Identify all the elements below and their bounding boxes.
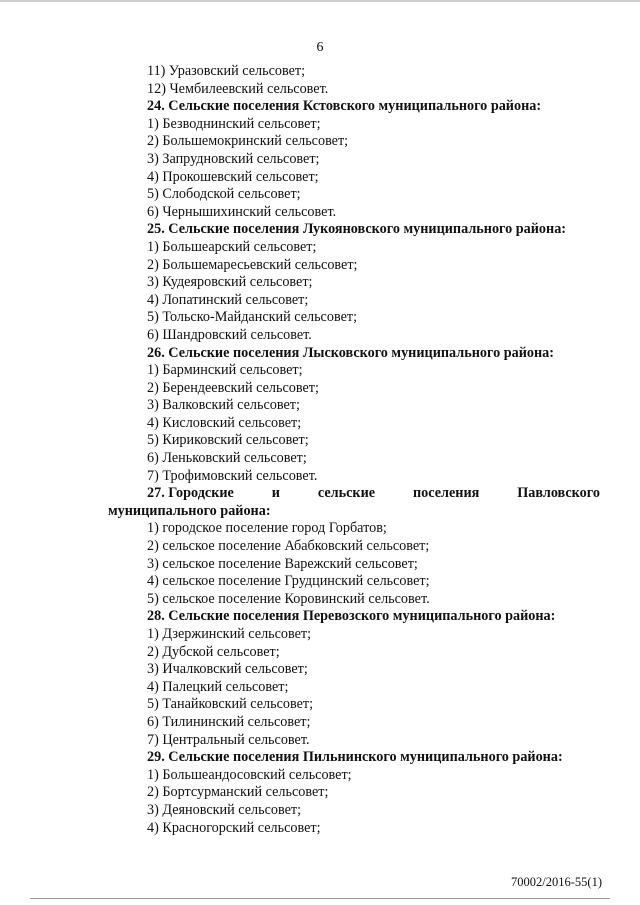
scan-edge-bottom [30,898,610,899]
heading-27-continuation: муниципального района: [108,502,271,519]
list-item: 2) Берендеевский сельсовет; [147,379,319,396]
document-code: 70002/2016-55(1) [511,875,602,889]
list-item: 1) Безводнинский сельсовет; [147,115,321,132]
list-item: 4) Прокошевский сельсовет; [147,168,319,185]
list-item: 1) Барминский сельсовет; [147,362,303,379]
list-item: 5) Танайковский сельсовет; [147,696,314,713]
section-heading: 29. Сельские поселения Пильнинского муниципального района: [147,749,563,766]
list-item: 2) Бортсурманский сельсовет; [147,784,329,801]
list-item: 4) Лопатинский сельсовет; [147,291,309,308]
list-item: 7) Трофимовский сельсовет. [147,467,318,484]
heading-27-word: поселения [413,485,480,502]
page-number: 6 [316,40,324,55]
list-item: 3) Ичалковский сельсовет; [147,661,308,678]
heading-27-word: и [271,485,280,502]
list-item: 4) Кисловский сельсовет; [147,414,302,431]
list-item: 5) Слободской сельсовет; [147,186,301,203]
list-item: 3) Деяновский сельсовет; [147,801,302,818]
list-item: 1) Дзержинский сельсовет; [147,626,312,642]
list-item: 2) Дубской сельсовет; [147,643,280,660]
heading-27-word: Павловского [517,485,600,502]
list-item: 1) Большеарский сельсовет; [147,238,317,255]
list-item: 5) Тольско-Майданский сельсовет; [147,309,358,326]
list-item: 3) Валковский сельсовет; [147,397,300,414]
settlement-list-a [108,63,600,485]
list-item: 6) Леньковский сельсовет; [147,450,307,467]
section-heading: 25. Сельские поселения Лукояновского муниципального района: [147,221,567,238]
list-item: 3) Запрудновский сельсовет; [147,150,320,167]
section-heading: 24. Сельские поселения Кстовского муниципального района: [147,98,542,115]
list-item: 3) сельское поселение Варежский сельсовет; [147,555,418,572]
list-item: 3) Кудеяровский сельсовет; [147,274,313,291]
list-item: 2) Большемокринский сельсовет; [147,133,349,150]
section-heading: 26. Сельские поселения Лысковского муниципального района: [147,344,554,361]
list-item: 1) Большеандосовский сельсовет; [147,766,352,783]
list-item: 4) Красногорский сельсовет; [147,819,321,836]
list-item: 12) Чембилеевский сельсовет. [147,80,329,97]
settlement-list-b [108,520,600,837]
list-item: 1) городское поселение город Горбатов; [147,520,387,537]
list-item: 6) Чернышихинский сельсовет. [147,203,337,220]
scan-edge-top [0,0,640,2]
heading-27-word: сельские [317,485,376,502]
list-item: 4) Палецкий сельсовет; [147,678,289,695]
list-item: 6) Тилининский сельсовет; [147,713,311,730]
section-heading-27 [108,485,600,520]
list-item: 2) Большемаресьевский сельсовет; [147,256,358,273]
list-item: 4) сельское поселение Грудцинский сельсовет; [147,573,430,590]
section-heading: 28. Сельские поселения Перевозского муниципального района: [147,608,556,625]
list-item: 5) сельское поселение Коровинский сельсовет. [147,590,430,607]
heading-27-first-line [108,485,600,503]
list-item: 5) Кириковский сельсовет; [147,432,309,449]
list-item: 6) Шандровский сельсовет. [147,326,312,343]
document-body [108,63,600,837]
heading-27-word: 27. Городские [147,485,234,502]
list-item: 11) Уразовский сельсовет; [147,63,306,79]
list-item: 7) Центральный сельсовет. [147,731,310,748]
list-item: 2) сельское поселение Абабковский сельсовет; [147,538,430,555]
